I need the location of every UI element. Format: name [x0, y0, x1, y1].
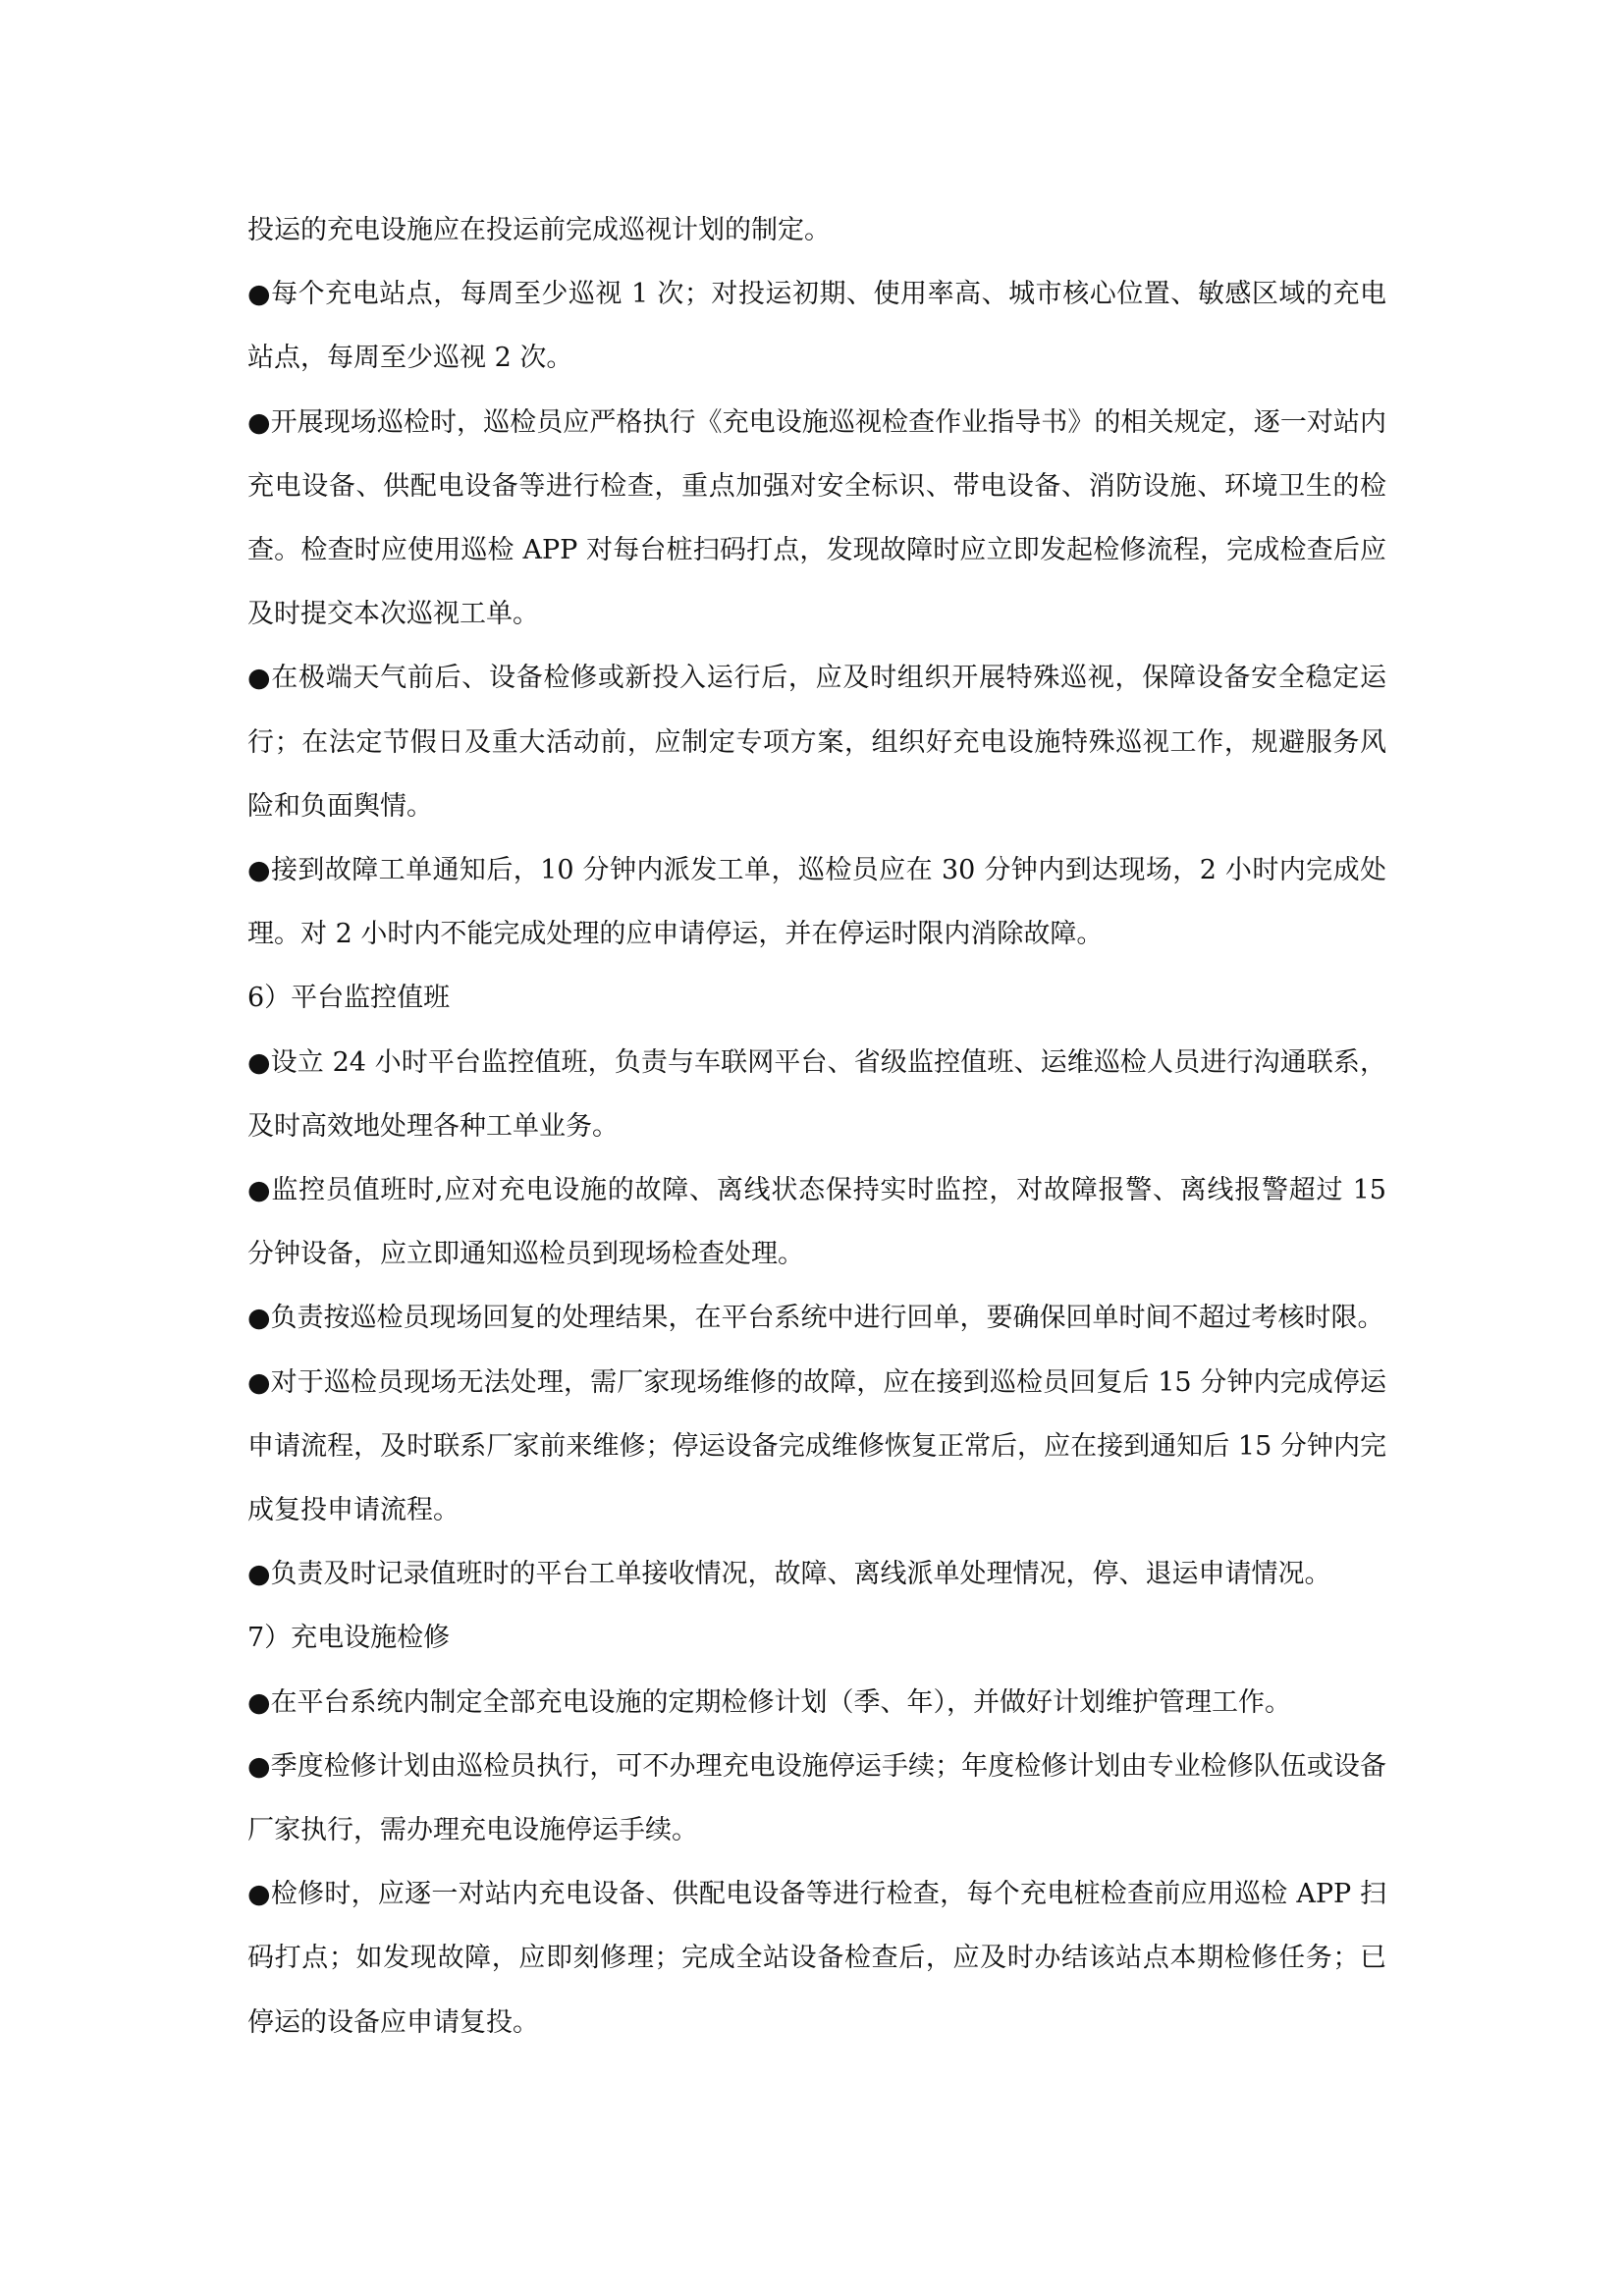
bullet-paragraph: ●季度检修计划由巡检员执行，可不办理充电设施停运手续；年度检修计划由专业检修队伍或设备厂家执行，需办理充电设施停运手续。	[247, 1750, 1386, 1846]
section-heading: 7）充电设施检修	[247, 1623, 451, 1654]
document-page	[247, 198, 1386, 2055]
bullet-paragraph: ●接到故障工单通知后，10 分钟内派发工单，巡检员应在 30 分钟内到达现场，2 小时内完成处理。对 2 小时内不能完成处理的应申请停运，并在停运时限内消除故障。	[247, 855, 1386, 950]
section-heading: 6）平台监控值班	[247, 983, 451, 1014]
bullet-paragraph: ●开展现场巡检时，巡检员应严格执行《充电设施巡视检查作业指导书》的相关规定，逐一对站内充电设备、供配电设备等进行检查，重点加强对安全标识、带电设备、消防设施、环境卫生的检查。检查时应使用巡检 APP 对每台桩扫码打点，发现故障时应立即发起检修流程，完成检查后应及时提交本次巡视工单。	[247, 406, 1386, 630]
bullet-paragraph: ●在平台系统内制定全部充电设施的定期检修计划（季、年），并做好计划维护管理工作。	[247, 1686, 1292, 1718]
bullet-paragraph: ●检修时，应逐一对站内充电设备、供配电设备等进行检查，每个充电桩检查前应用巡检 APP 扫码打点；如发现故障，应即刻修理；完成全站设备检查后，应及时办结该站点本期检修任务；已停运的设备应申请复投。	[247, 1879, 1386, 2038]
bullet-paragraph: ●对于巡检员现场无法处理，需厂家现场维修的故障，应在接到巡检员回复后 15 分钟内完成停运申请流程，及时联系厂家前来维修；停运设备完成维修恢复正常后，应在接到通知后 15 分钟内完成复投申请流程。	[247, 1366, 1386, 1526]
bullet-paragraph: ●每个充电站点，每周至少巡视 1 次；对投运初期、使用率高、城市核心位置、敏感区域的充电站点，每周至少巡视 2 次。	[247, 279, 1386, 374]
bullet-paragraph: ●在极端天气前后、设备检修或新投入运行后，应及时组织开展特殊巡视，保障设备安全稳定运行；在法定节假日及重大活动前，应制定专项方案，组织好充电设施特殊巡视工作，规避服务风险和负面舆情。	[247, 663, 1386, 822]
bullet-paragraph: ●设立 24 小时平台监控值班，负责与车联网平台、省级监控值班、运维巡检人员进行沟通联系，及时高效地处理各种工单业务。	[247, 1046, 1386, 1142]
bullet-paragraph: ●监控员值班时,应对充电设施的故障、离线状态保持实时监控，对故障报警、离线报警超过 15 分钟设备，应立即通知巡检员到现场检查处理。	[247, 1175, 1386, 1270]
paragraph: 投运的充电设施应在投运前完成巡视计划的制定。	[247, 215, 831, 245]
bullet-paragraph: ●负责按巡检员现场回复的处理结果，在平台系统中进行回单，要确保回单时间不超过考核时限。	[247, 1303, 1384, 1334]
bullet-paragraph: ●负责及时记录值班时的平台工单接收情况，故障、离线派单处理情况，停、退运申请情况。	[247, 1559, 1331, 1590]
